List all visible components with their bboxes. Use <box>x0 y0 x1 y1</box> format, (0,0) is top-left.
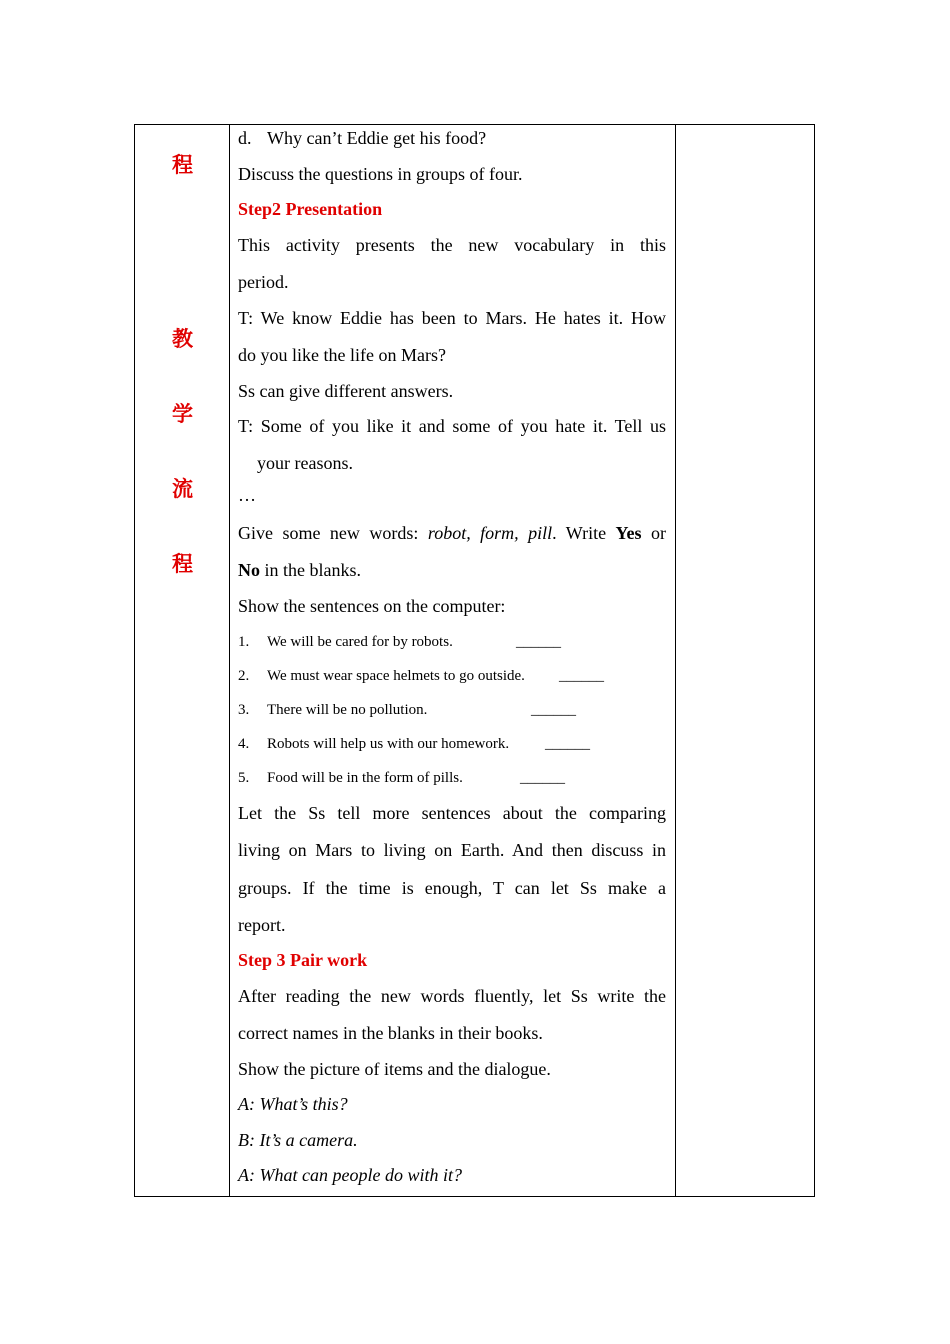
sentence-item <box>238 767 666 789</box>
text-span: in the blanks. <box>260 560 361 580</box>
sentence-number: 4. <box>238 736 250 752</box>
sentence-text: Robots will help us with our homework. <box>267 736 510 752</box>
sentence-number: 1. <box>238 634 250 650</box>
sentence-number: 2. <box>238 668 250 684</box>
sentence-number: 5. <box>238 770 250 786</box>
dialogue-line: B: It’s a camera. <box>238 1130 358 1150</box>
paragraph-line: Show the sentences on the computer: <box>238 596 506 616</box>
question-d-number: d. <box>238 128 252 148</box>
yes-word: Yes <box>615 523 642 543</box>
sentence-item <box>238 733 666 755</box>
notes-column <box>675 125 814 1196</box>
answer-blank: ______ <box>531 702 576 718</box>
text-span: . Write <box>552 523 616 543</box>
paragraph-line: period. <box>238 272 289 292</box>
lesson-table <box>134 124 815 1197</box>
sentence-item <box>238 665 666 687</box>
answer-blank: ______ <box>545 736 590 752</box>
section-char: 程 <box>172 552 193 576</box>
paragraph-line <box>238 559 666 581</box>
paragraph-line: Show the picture of items and the dialogue. <box>238 1059 551 1079</box>
paragraph-line: T: We know Eddie has been to Mars. He hates it. How <box>238 308 666 328</box>
text-span: or <box>641 523 666 543</box>
paragraph-line: Ss can give different answers. <box>238 381 454 401</box>
paragraph-line: Let the Ss tell more sentences about the comparing <box>238 803 666 823</box>
section-char: 教 <box>172 327 193 351</box>
paragraph-line: living on Mars to living on Earth. And then discuss in <box>238 840 666 860</box>
text-span: Give some new words: <box>238 523 428 543</box>
dialogue-line: A: What’s this? <box>238 1094 348 1114</box>
sentence-number: 3. <box>238 702 250 718</box>
paragraph-line: report. <box>238 915 286 935</box>
step3-heading: Step 3 Pair work <box>238 950 368 970</box>
no-word: No <box>238 560 260 580</box>
sentence-item <box>238 699 666 721</box>
section-char: 流 <box>172 477 193 501</box>
section-char: 学 <box>172 402 193 426</box>
paragraph-line: T: Some of you like it and some of you hate it. Tell us <box>238 416 666 436</box>
sentence-text: We will be cared for by robots. <box>267 634 453 650</box>
step2-heading: Step2 Presentation <box>238 199 383 219</box>
paragraph-line: After reading the new words fluently, let Ss write the <box>238 986 666 1006</box>
section-label-column <box>135 125 230 1196</box>
answer-blank: ______ <box>516 634 561 650</box>
paragraph-line: your reasons. <box>257 453 353 473</box>
discuss-line: Discuss the questions in groups of four. <box>238 164 523 184</box>
sentence-text: We must wear space helmets to go outside. <box>267 668 525 684</box>
ellipsis: … <box>238 485 256 505</box>
answer-blank: ______ <box>559 668 604 684</box>
sentence-item <box>238 631 666 653</box>
paragraph-line: groups. If the time is enough, T can let Ss make a <box>238 878 666 898</box>
paragraph-line: This activity presents the new vocabulary in this <box>238 235 666 255</box>
paragraph-line: do you like the life on Mars? <box>238 345 446 365</box>
question-d-text: Why can’t Eddie get his food? <box>267 128 487 148</box>
dialogue-line: A: What can people do with it? <box>238 1165 462 1185</box>
answer-blank: ______ <box>520 770 565 786</box>
sentence-text: Food will be in the form of pills. <box>267 770 463 786</box>
sentence-text: There will be no pollution. <box>267 702 428 718</box>
new-words: robot, form, pill <box>427 523 553 543</box>
question-d <box>238 127 666 149</box>
paragraph-line <box>238 522 666 544</box>
section-char: 程 <box>172 153 193 177</box>
paragraph-line: correct names in the blanks in their books. <box>238 1023 543 1043</box>
